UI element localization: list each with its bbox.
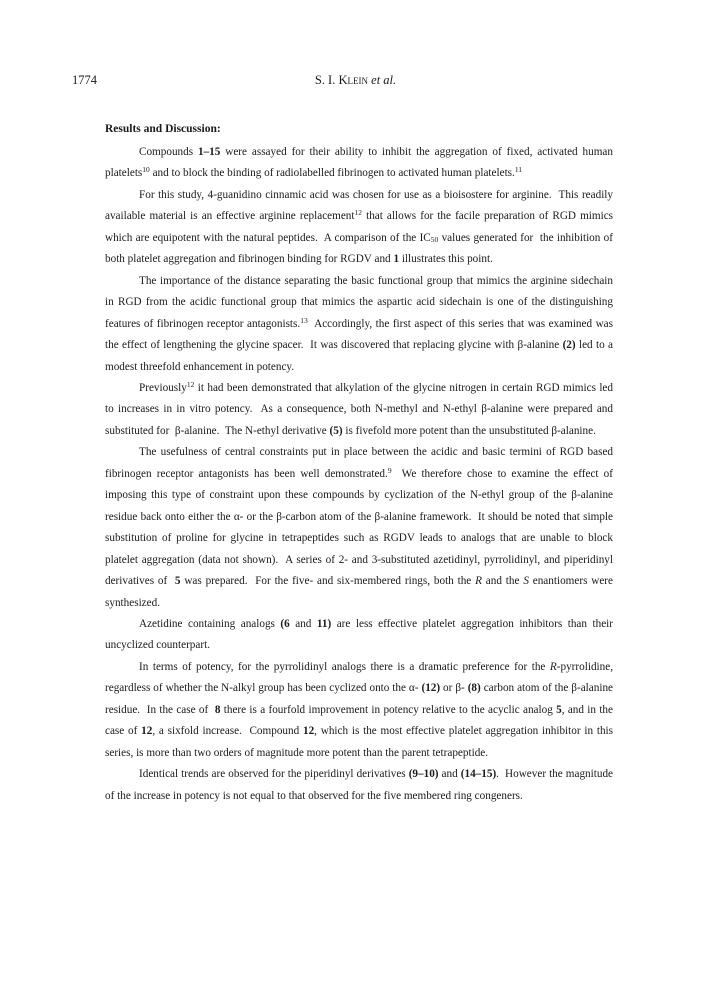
paragraph: The usefulness of central constraints put in place between the acidic and basic termini of RGD based fibrinogen receptor antagonists has been well demonstrated.$^9$ We therefore chose to examine the effect of imposing this type of constraint upon these compounds by cyclization of the N-ethyl group of the β-alanine residue back onto either the α- or the β-carbon atom of the β-alanine framework. It should be noted that simple substitution of proline for glycine in tetrapeptides such as RGDV leads to analogs that are unable to block platelet aggregation (data not shown). A series of 2- and 3-substituted azetidinyl, pyrrolidinyl, and piperidinyl derivatives of 5 was prepared. For the five- and six-membered rings, both the R and the S enantiomers were synthesized. xyxy=(105,446,613,609)
paragraph: The importance of the distance separating the basic functional group that mimics the arginine sidechain in RGD from the acidic functional group that mimics the aspartic acid sidechain is one of the distinguishing features of fibrinogen receptor antagonists.$^{13}$ Accordingly, the first aspect of this series that was examined was the effect of lengthening the glycine spacer. It was discovered that replacing glycine with β-alanine (2) led to a modest threefold enhancement in potency. xyxy=(105,274,614,373)
author-surname: Klein xyxy=(338,73,369,87)
paragraph: Previously$^{12}$ it had been demonstrated that alkylation of the glycine nitrogen in certain RGD mimics led to increases in in vitro potency. As a consequence, both N-methyl and N-ethyl β-alanine were prepared and substituted for β-alanine. The N-ethyl derivative (5) is fivefold more potent than the unsubstituted β-alanine. xyxy=(105,379,613,437)
section-heading: Results and Discussion: xyxy=(105,123,221,135)
paragraph: Compounds 1–15 were assayed for their ability to inhibit the aggregation of fixed, activated human platelets$^{10}$ and to block the binding of radiolabelled fibrinogen to activated human platelets.$^{11}$ xyxy=(105,146,613,180)
paragraph: Azetidine containing analogs (6 and 11) are less effective platelet aggregation inhibitors than their uncyclized counterpart. xyxy=(105,617,613,652)
author-initials: S. I. xyxy=(314,73,336,87)
paragraph: In terms of potency, for the pyrrolidinyl analogs there is a dramatic preference for the R-pyrrolidine, regardless of whether the N-alkyl group has been cyclized onto the α- (12) or β- (8) carbon atom of the β-alanine residue. In the case of 8 there is a fourfold improvement in potency relative to the acyclic analog 5, and in the case of 12, a sixfold increase. Compound 12, which is the most effective platelet aggregation inhibitor in this series, is more than two orders of magnitude more potent than the parent tetrapeptide. xyxy=(105,660,614,759)
paragraph: For this study, 4-guanidino cinnamic acid was chosen for use as a bioisostere for arginine. This readily available material is an effective arginine replacement$^{12}$ that allows for the facile preparation of RGD mimics which are equipotent with the natural peptides. A comparison of the $IC_{50}$ values generated for the inhibition of both platelet aggregation and fibrinogen binding for RGDV and 1 illustrates this point. xyxy=(105,188,614,266)
page-number: 1774 xyxy=(72,73,97,87)
body-text xyxy=(105,142,613,807)
et-al: et al. xyxy=(371,73,397,87)
paragraph: Identical trends are observed for the piperidinyl derivatives (9–10) and (14–15). However the magnitude of the increase in potency is not equal to that observed for the five membered ring congeners. xyxy=(105,768,614,802)
running-head xyxy=(0,73,711,88)
